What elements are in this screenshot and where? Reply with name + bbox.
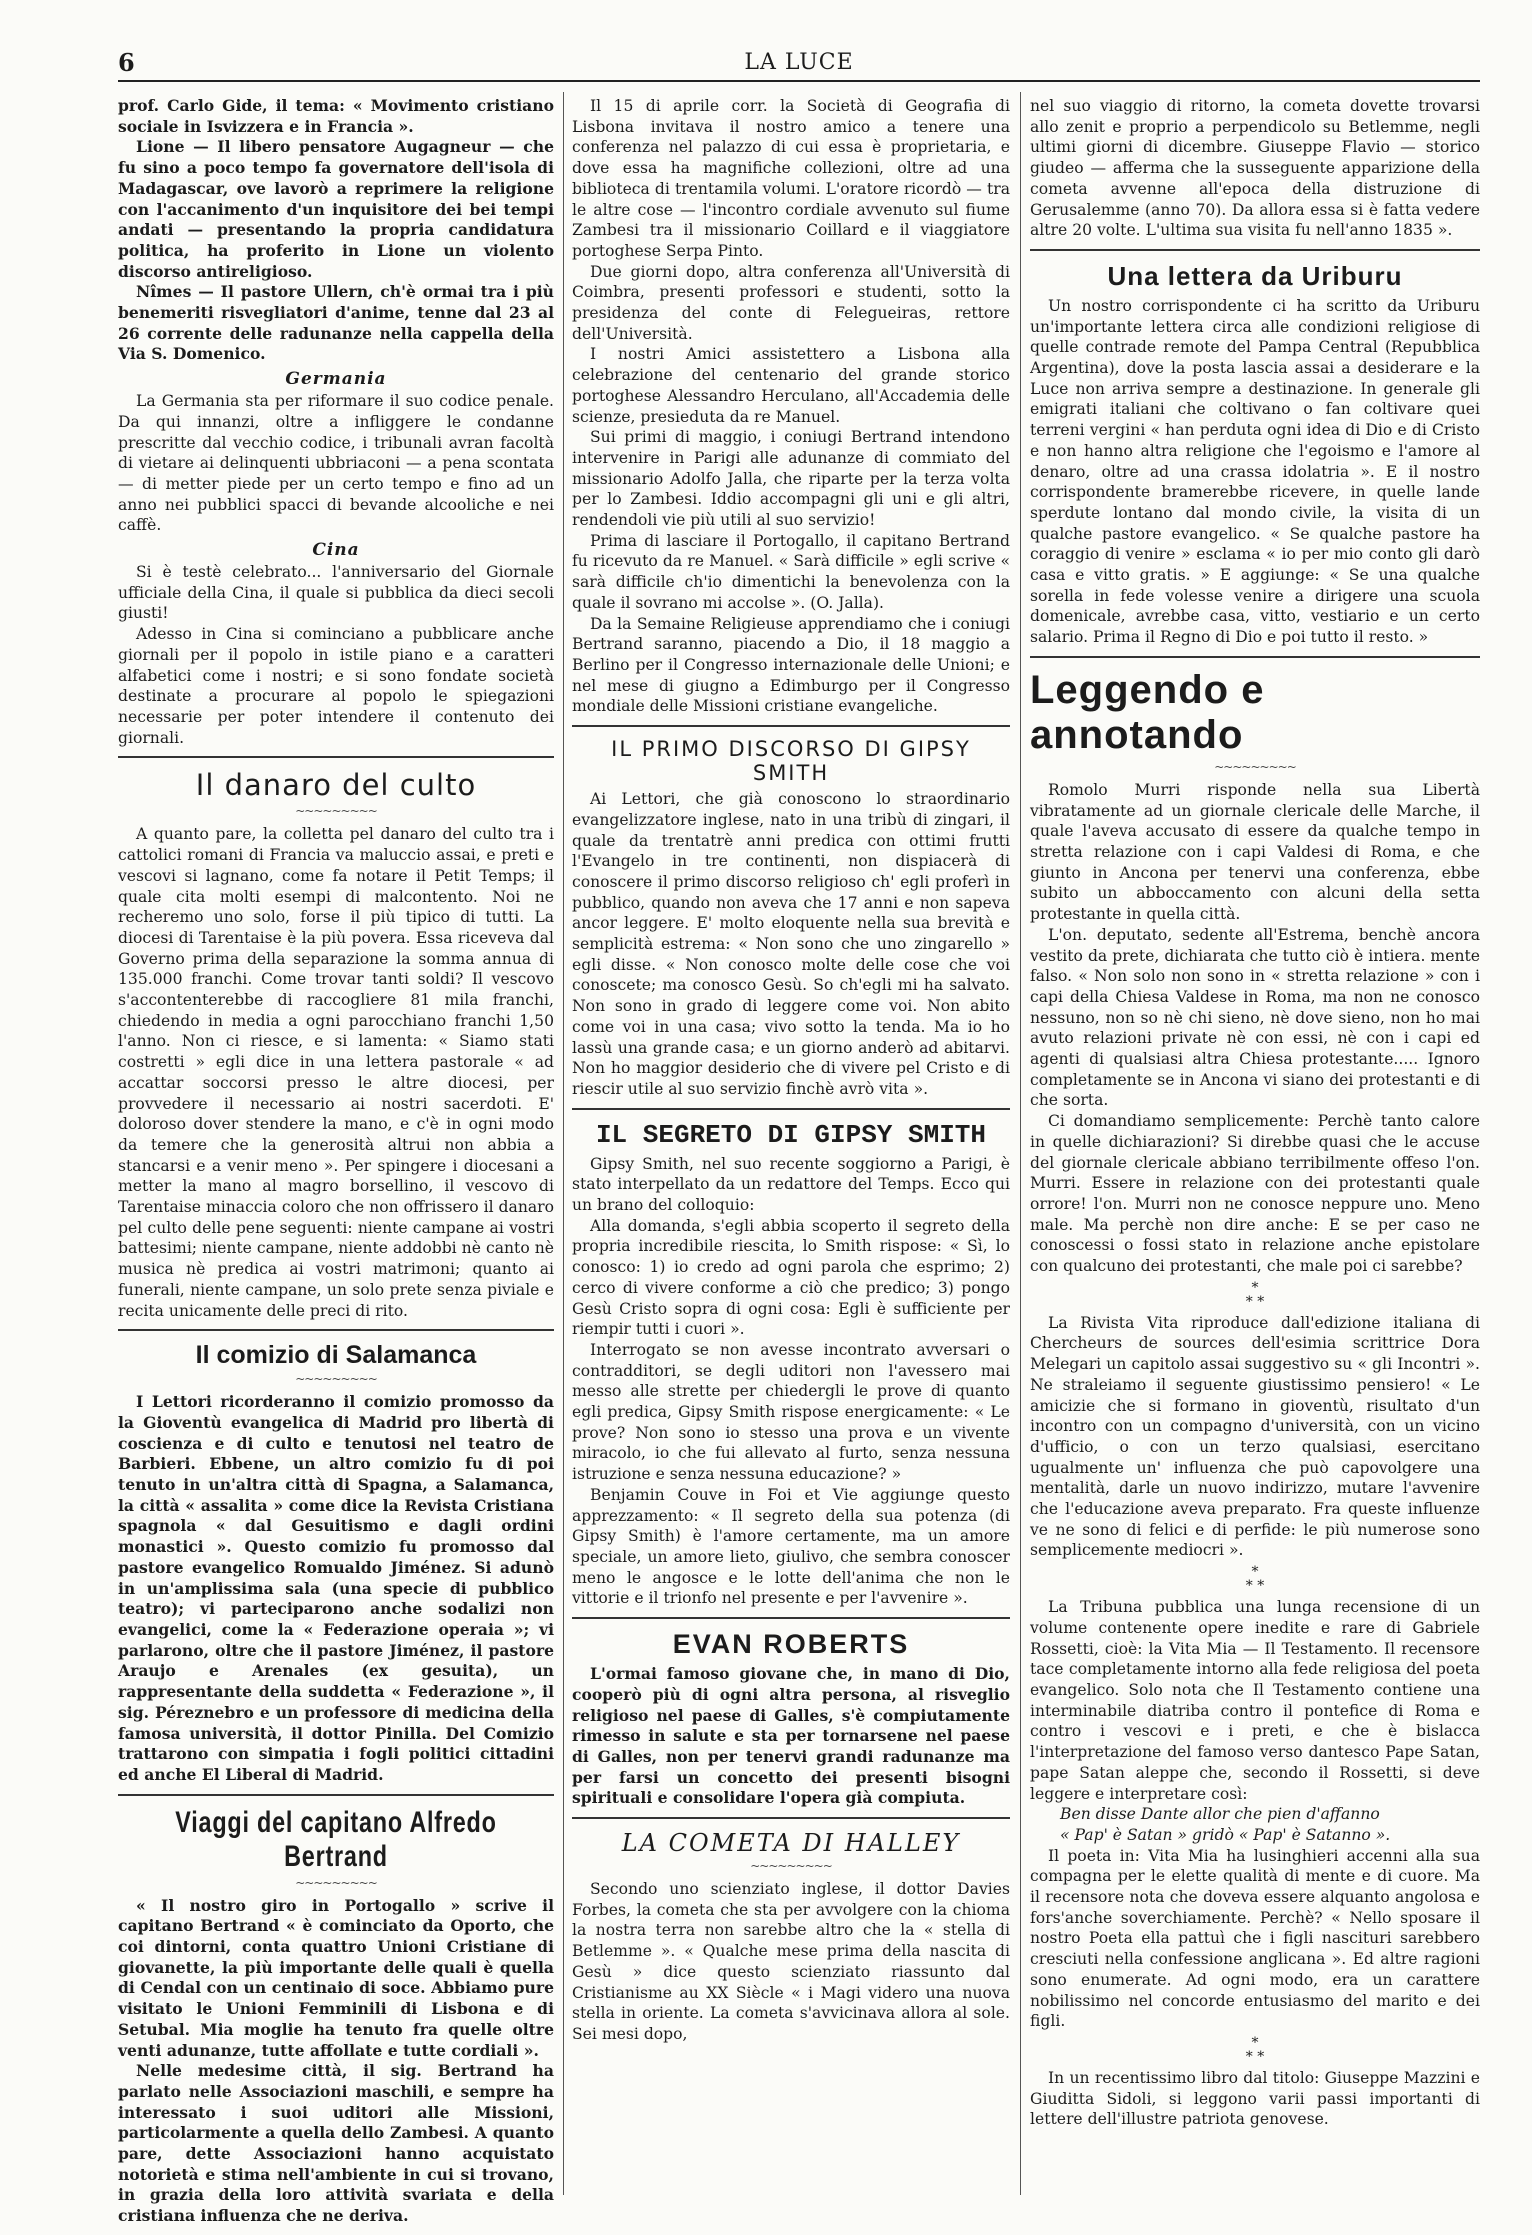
paragraph: Un nostro corrispondente ci ha scritto da Uriburu un'importante lettera circa alle condizioni religiose di quelle contrade remote del Pampa Central (Repubblica Argentina), dove la posta lascia assai a desiderare e la Luce non arriva sempre a destinazione. In generale gli emigrati italiani che coltivano o fan coltivare quei terreni vergini « han perduta ogni idea di Dio e di Cristo e non hanno altra religione che l'egoismo e l'amore al denaro, oltre ad una crassa idolatria ». E il nostro corrispondente bramerebbe ricevere, in quelle lande sperdute lontano dal mondo civile, la visita di un qualche pastore evangelico. « Se qualche pastore ha coraggio di venire » esclama « io per mio conto gli darò casa e vitto gratis. » E aggiunge: « Se una qualche sorella in fede volesse venire a dirigere una scuola domenicale, avrebbe casa, vitto, vestiario e un certo salario. Prima il Regno di Dio e poi tutto il resto. »: [1030, 296, 1480, 647]
paragraph: Nelle medesime città, il sig. Bertrand ha parlato nelle Associazioni maschili, e sempre ha interessato i suoi uditori alle Missioni, particolarmente a quella dello Zambesi. A quanto pare, dette Associazioni hanno acquistato notorietà e stima nell'ambiente in cui si trovano, in grazia della loro attività svariata e della cristiana influenza che ne deriva.: [118, 2061, 554, 2226]
news-briefs: [118, 96, 554, 365]
column-rule: [563, 92, 564, 2195]
ornament: ~~~~~~~~~: [750, 1859, 832, 1874]
verse-line: « Pap' è Satan » gridò « Pap' è Satanno ».: [1060, 1825, 1391, 1844]
section-germania-title: Germania: [285, 369, 387, 390]
paragraph: La Tribuna pubblica una lunga recensione di un volume contenente opere inedite e rare di Gabriele Rossetti, cioè: la Vita Mia — Il Testamento. Il recensore tace completamente intorno alla fede religiosa del poeta evangelico. Solo nota che Il Testamento contiene una interminabile diatriba contro il pontefice di Roma e contro i vescovi e i preti, e che è bislacca l'interpretazione del famoso verso dantesco Pape Satan, pape Satan aleppe che, secondo il Rossetti, si deve leggere e interpretare così:: [1030, 1598, 1480, 1803]
page-header: [118, 48, 1480, 82]
paragraph: I nostri Amici assistettero a Lisbona alla celebrazione del centenario del grande storico portoghese Alessandro Herculano, all'Accademia delle scienze, presieduta da re Manuel.: [572, 345, 1010, 426]
divider: [118, 756, 554, 758]
newspaper-title: LA LUCE: [744, 50, 854, 75]
paragraph: L'ormai famoso giovane che, in mano di Dio, cooperò più di ogni altra persona, al risveglio religioso nel paese di Galles, s'è compiutamente rimesso in salute e sta per tornarsene nel paese di Galles, non per tenervi grandi radunanze ma per farsi un concetto dei presenti bisogni spirituali e consolidare l'opera già compiuta.: [572, 1664, 1010, 1808]
paragraph: Si è testè celebrato... l'anniversario del Giornale ufficiale della Cina, il quale si pubblica da dieci secoli giusti!: [118, 563, 554, 623]
divider: [572, 1108, 1010, 1110]
paragraph: Lione — Il libero pensatore Augagneur — che fu sino a poco tempo fa governatore dell'isola di Madagascar, ove lavorò a reprimere la religione con l'accanimento d'un inquisitore dei bei tempi andati — presentando la propria candidatura politica, ha proferito in Lione un violento discorso antireligioso.: [118, 137, 554, 281]
paragraph: La Rivista Vita riproduce dall'edizione italiana di Chercheurs de sources dell'esimia scrittrice Dora Melegari un capitolo assai suggestivo su « gli Incontri ». Ne straleiamo il seguente giustissimo pensiero! « Le amicizie che si formano in gioventù, risultato d'un incontro con un compagno d'università, con un vicino d'ufficio, o con un terzo qualsiasi, esercitano ugualmente un' influenza che può capovolgere una mentalità, darle un nuovo indirizzo, mutare l'avvenire che l'educazione aveva preparato. Fra queste influenze ve ne sono di felici e di perfide: le più numerose sono semplicemente mediocri ».: [1030, 1313, 1480, 1560]
paragraph: « Il nostro giro in Portogallo » scrive il capitano Bertrand « è cominciato da Oporto, che coi dintorni, conta quattro Unioni Cristiane di giovanette, la più importante delle quali è quella di Cendal con un centinaio di soce. Abbiamo pure visitato le Unioni Femminili di Lisbona e di Setubal. Mia moglie ha tenuto fra quelle oltre venti adunanze, tutte affollate e tutte cordiali ».: [118, 1895, 554, 2060]
ornament: ~~~~~~~~~: [295, 1372, 377, 1387]
asterism: * * *: [1245, 1279, 1265, 1310]
paragraph: Romolo Murri risponde nella sua Libertà vibratamente ad un giornale clericale delle Marche, il quale l'aveva accusato di essere da qualche tempo in stretta relazione con i capi Valdesi di Roma, e che giunto in Ancona per tenervi una conferenza, ebbe subito un abboccamento con alcuni della setta protestante in quella città.: [1030, 780, 1480, 924]
paragraph: In un recentissimo libro dal titolo: Giuseppe Mazzini e Giuditta Sidoli, si leggono varii passi importanti di lettere dell'illustre patriota genovese.: [1030, 2068, 1480, 2129]
article-title-uriburu: Una lettera da Uriburu: [1107, 260, 1403, 291]
section-cina-title: Cina: [312, 540, 360, 561]
article-title-primo-discorso: IL PRIMO DISCORSO DI GIPSY SMITH: [611, 737, 971, 786]
paragraph: Alla domanda, s'egli abbia scoperto il segreto della propria incredibile riescita, lo Smith rispose: « Sì, lo conosco: 1) io credo ad ogni parola che esprimo; 2) cerco di vivere conforme a ciò che predico; 3) pongo Gesù Cristo sopra di ogni cosa: Egli è sufficiente per riempir tutti i cuori ».: [572, 1216, 1010, 1339]
paragraph: Ai Lettori, che già conoscono lo straordinario evangelizzatore inglese, nato in una tribù di zingari, il quale da trentatrè anni predica con ottimi frutti l'Evangelo in tre continenti, non dispiacerà di conoscere il primo discorso religioso ch' egli proferì in pubblico, quando non aveva che 17 anni e non sapeva ancor leggere. E' molto eloquente nella sua brevità e semplicità estrema: « Non sono che uno zingarello » egli disse. « Non conosco molte delle cose che voi conoscete; ma conosco Gesù. So ch'egli mi ha salvato. Non sono in grado di leggere come voi. Non abito come voi in una casa; vivo sotto la tenda. Ma io ho lassù una grande casa; e un giorno anderò ad abitarvi. Non ho maggior desiderio che di vivere pel Cristo e di riescir utile al suo servizio finchè avrò vita ».: [572, 790, 1010, 1098]
asterism: * * *: [1245, 2034, 1265, 2065]
paragraph: Il 15 di aprile corr. la Società di Geografia di Lisbona invitava il nostro amico a tenere una conferenza nel palazzo di cui essa è proprietaria, e dove essa ha magnifiche collezioni, oltre ad una biblioteca di trentamila volumi. L'oratore ricordò — tra le altre cose — l'incontro cordiale avvenuto sul fiume Zambesi tra il missionario Coillard e il viaggiatore portoghese Serpa Pinto.: [572, 97, 1010, 260]
column-1: [118, 96, 554, 2226]
article-title-leggendo: Leggendo e annotando: [1030, 667, 1265, 757]
article-title-cometa: LA COMETA DI HALLEY: [621, 1829, 961, 1858]
column-2: [572, 96, 1010, 2207]
divider: [1030, 656, 1480, 658]
ornament: ~~~~~~~~~: [1214, 759, 1296, 774]
article-title-segreto: IL SEGRETO DI GIPSY SMITH: [595, 1119, 987, 1150]
divider: [118, 1329, 554, 1331]
ornament: ~~~~~~~~~: [295, 1875, 377, 1890]
column-rule: [1020, 92, 1021, 2195]
paragraph: I Lettori ricorderanno il comizio promosso da la Gioventù evangelica di Madrid pro libertà di coscienza e di culto e tenutosi nel teatro de Barbieri. Ebbene, un altro comizio fu di poi tenuto in un'altra città di Spagna, a Salamanca, la città « assalita » come dice la Revista Cristiana spagnola « dal Gesuitismo e dagli ordini monastici ». Questo comizio fu promosso dal pastore evangelico Romualdo Jiménez. Si adunò in un'amplissima sala (una specie di pubblico teatro); vi parteciparono anche sodalizi non evangelici, come la « Federazione operaia »; vi parlarono, oltre che il pastore Jiménez, il pastore Araujo e Arenales (ex gesuita), un rappresentante della suddetta « Federazione », il sig. Péreznebro e un professore di medicina della famosa università, il dottor Pinilla. Del Comizio trattarono con simpatia i fogli politici cittadini ed anche El Liberal di Madrid.: [118, 1392, 554, 1784]
paragraph: Prima di lasciare il Portogallo, il capitano Bertrand fu ricevuto da re Manuel. « Sarà difficile » egli scrive « sarà difficile ch'io dimentichi la benevolenza con la quale il sovrano mi accolse ». (O. Jalla).: [572, 531, 1010, 612]
article-title-evan-roberts: EVAN ROBERTS: [672, 1629, 910, 1660]
article-title-comizio: Il comizio di Salamanca: [195, 1341, 477, 1370]
paragraph: Gipsy Smith, nel suo recente soggiorno a Parigi, è stato interpellato da un redattore del Temps. Ecco qui un brano del colloquio:: [572, 1154, 1010, 1215]
paragraph: prof. Carlo Gide, il tema: « Movimento cristiano sociale in Isvizzera e in Francia ».: [118, 96, 554, 136]
paragraph: Il poeta in: Vita Mia ha lusinghieri accenni alla sua compagna per le elette qualità di mente e di cuore. Ma il recensore nota che doveva essere alquanto angolosa e fors'anche soverchiamente. Perchè? « Nello sposare il nostro Poeta ella pattuì che i figli nascituri sarebbero cresciuti nella confessione anglicana ». Ed altre ragioni sono enumerate. Ad ogni modo, era un carattere nobilissimo nel concorde entusiasmo del marito e dei figli.: [1030, 1846, 1480, 2031]
asterism: * * *: [1245, 1564, 1265, 1595]
divider: [572, 725, 1010, 727]
divider: [572, 1617, 1010, 1619]
paragraph: Due giorni dopo, altra conferenza all'Università di Coimbra, presenti professori e studenti, sotto la presidenza del conte di Felegueiras, rettore dell'Università.: [572, 262, 1010, 343]
paragraph: L'on. deputato, sedente all'Estrema, benchè ancora vestito da prete, dichiarata che tutto ciò è intiera. mente falso. « Non solo non sono in « stretta relazione » con i capi della Chiesa Valdese in Roma, ma non ne conosco nessuno, non so nè chi sieno, nè dove sieno, non ho mai avuto relazioni private nè con essi, nè con i capi ed agenti di qualsiasi altra Chiesa protestante..... Ignoro completamente se in Ancona vi siano dei protestanti e di che sorta.: [1030, 925, 1480, 1110]
column-3: [1030, 96, 1480, 2207]
paragraph: Nîmes — Il pastore Ullern, ch'è ormai tra i più benemeriti risvegliatori d'anime, tenne dal 23 al 26 corrente delle radunanze nella cappella della Via S. Domenico.: [118, 282, 554, 364]
divider: [1030, 249, 1480, 251]
article-title-viaggi: Viaggi del capitano Alfredo Bertrand: [175, 1805, 497, 1873]
paragraph: A quanto pare, la colletta pel danaro del culto tra i cattolici romani di Francia va maluccio assai, e preti e vescovi si lagnano, come fa notare il Petit Temps; il quale cita molti esempi di malcontento. Noi ne recheremo uno solo, forse il più tipico di tutti. La diocesi di Tarentaise è la più povera. Essa riceveva dal Governo prima della separazione la somma annua di 135.000 franchi. Come trovar tanti soldi? Il vescovo s'accontenterebbe di raccogliere 81 mila franchi, chiedendo in media a ogni parocchiano franchi 1,50 l'anno. Non ci riesce, e si lamenta: « Siamo stati costretti » egli dice in una lettera pastorale « ad accattar soccorsi presso le altre diocesi, per provvedere il necessario ai nostri sacerdoti. E' doloroso dover stendere la mano, e c'è in ogni modo da temere che la generosità altrui non abbia a stancarsi e a venir meno ». Per spingere i diocesani a metter la mano al magro borsellino, il vescovo di Tarentaise minaccia coloro che non offrissero il danaro pel culto delle pene seguenti: niente campane ai vostri battesimi; niente campane, niente addobbi nè canto nè musica nè predica ai vostri matrimoni; quanto ai funerali, niente campane, un solo prete senza piviale e recita unicamente delle preci di rito.: [118, 825, 554, 1320]
paragraph: nel suo viaggio di ritorno, la cometa dovette trovarsi allo zenit e proprio a perpendicolo su Betlemme, negli ultimi giorni di dicembre. Giuseppe Flavio — storico giudeo — afferma che la susseguente apparizione della cometa avvenne all'epoca della distruzione di Gerusalemme (anno 70). Da allora essa si è fatta vedere altre 20 volte. L'ultima sua visita fu nell'anno 1835 ».: [1030, 97, 1480, 240]
ornament: ~~~~~~~~~: [295, 804, 377, 819]
paragraph: Da la Semaine Religieuse apprendiamo che i coniugi Bertrand saranno, piacendo a Dio, il 18 maggio a Berlino per il Congresso internazionale delle Unioni; e nel mese di giugno a Edimburgo per il Congresso mondiale delle Missioni cristiane evangeliche.: [572, 614, 1010, 716]
paragraph: Ci domandiamo semplicemente: Perchè tanto calore in quelle dichiarazioni? Si direbbe quasi che le accuse del giornale clericale abbiano terribilmente offeso l'on. Murri. Essere in relazione con dei protestanti quale orrore! l'on. Murri non ne conosce neppure uno. Meno male. Ma perchè non dire anche: E se per caso ne conoscessi o fossi stato in relazione anche epistolare con qualcuno dei protestanti, che male poi ci sarebbe?: [1030, 1112, 1480, 1276]
verse-line: Ben disse Dante allor che pien d'affanno: [1060, 1805, 1380, 1824]
page-number: 6: [118, 48, 135, 77]
paragraph: Secondo uno scienziato inglese, il dottor Davies Forbes, la cometa che sta per avvolgere con la chioma la nostra terra non sarebbe altro che la « stella di Betlemme ». « Qualche mese prima della nascita di Gesù » dice questo scienziato riassunto dal Cristianisme au XX Siècle « i Magi videro una nuova stella in oriente. La cometa s'avvicinava allora al sole. Sei mesi dopo,: [572, 1880, 1010, 2043]
paragraph: Interrogato se non avesse incontrato avversari o contradditori, se degli uditori non l'avessero mai messo alle strette per chiedergli le prove di quanto egli predica, Gipsy Smith rispose energicamente: « Le prove? Non sono io stesso una prova e un vivente miracolo, io che fui allevato al furto, senza nessuna istruzione e senza nessuna educazione? »: [572, 1340, 1010, 1484]
paragraph: Benjamin Couve in Foi et Vie aggiunge questo apprezzamento: « Il segreto della sua potenza (di Gipsy Smith) è l'amore certamente, ma un amore speciale, un amore lieto, giulivo, che sembra conoscer meno le angosce e le lotte dell'anima che non le vittorie e il trionfo nel presente e per l'avvenire ».: [572, 1485, 1010, 1608]
paragraph: Adesso in Cina si cominciano a pubblicare anche giornali per il popolo in istile piano e a caratteri alfabetici come i nostri; e si sono fondate società destinate a procurare al popolo le spiegazioni necessarie per poter intendere il contenuto dei giornali.: [118, 625, 554, 747]
divider: [572, 1817, 1010, 1819]
article-title-danaro: Il danaro del culto: [195, 768, 477, 803]
divider: [118, 1794, 554, 1796]
paragraph: Sui primi di maggio, i coniugi Bertrand intendono intervenire in Parigi alle adunanze di commiato del missionario Adolfo Jalla, che riparte per la terza volta per lo Zambesi. Iddio accompagni gli uni e gli altri, rendendoli vie più utili al suo servizio!: [572, 428, 1010, 530]
paragraph: La Germania sta per riformare il suo codice penale. Da qui innanzi, oltre a infliggere le condanne prescritte dal vecchio codice, i tribunali avran facoltà di vietare ai delinquenti ubbriaconi — a pena scontata — di metter piede per un certo tempo e fino ad un anno nei pubblici spacci di bevande alcooliche e nei caffè.: [118, 392, 554, 535]
